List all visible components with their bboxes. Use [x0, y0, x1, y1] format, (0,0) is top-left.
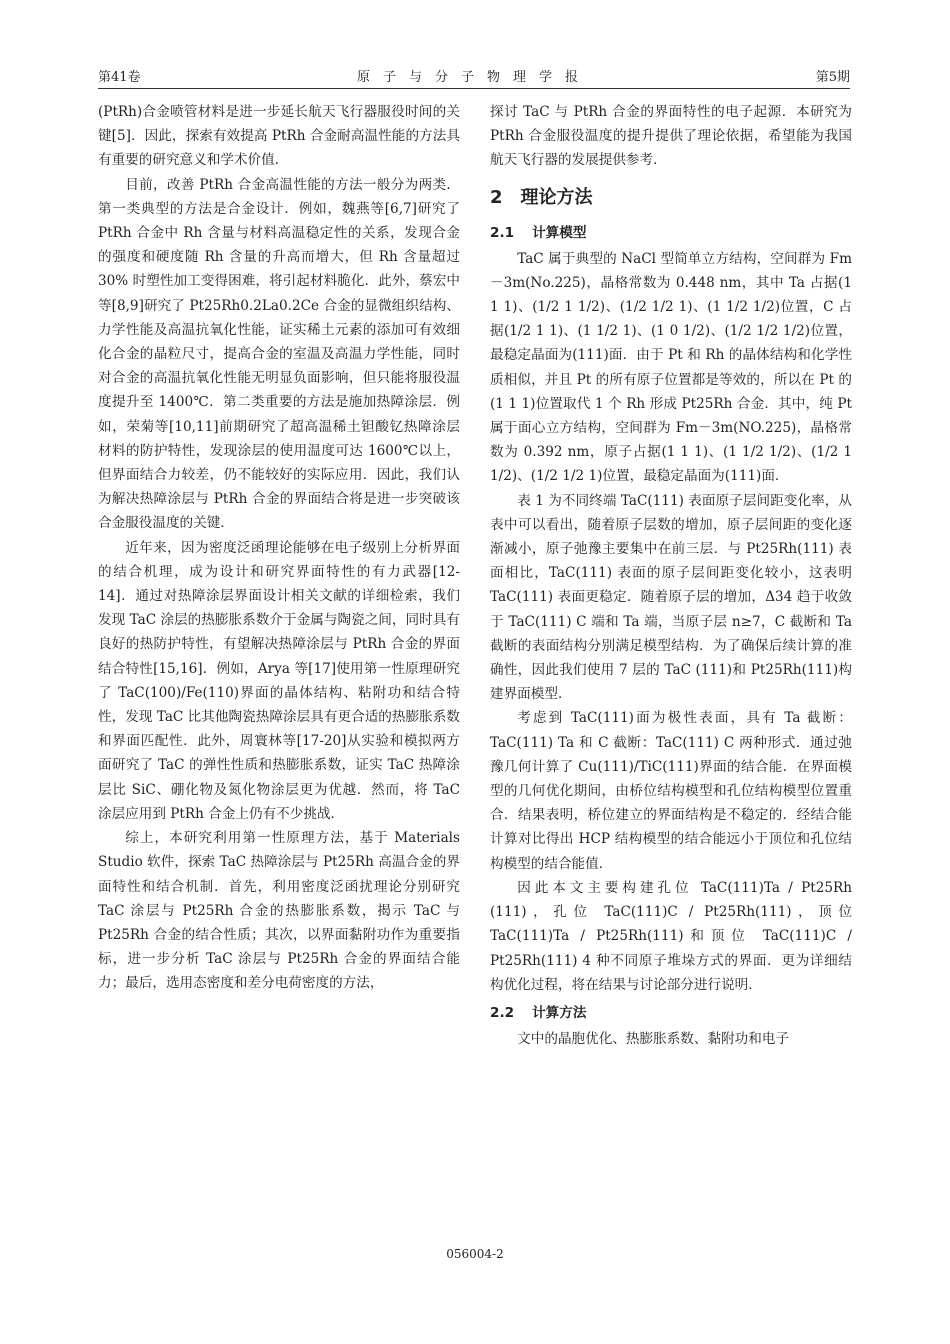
left-column — [98, 100, 460, 996]
paragraph: 因此本文主要构建孔位 TaC(111)Ta / Pt25Rh (111)，孔位 TaC(111)C / Pt25Rh(111)，顶位 TaC(111)Ta / Pt25Rh(111)和顶位 TaC(111)C / Pt25Rh(111) 4 种不同原子堆垛方式的界面．更为详细结构优化过程，将在结果与讨论部分进行说明． — [490, 879, 852, 993]
paragraph: 考虑到 TaC(111)面为极性表面，具有 Ta 截断：TaC(111) Ta 和 C 截断：TaC(111) C 两种形式．通过弛豫几何计算了 Cu(111)/TiC(111)界面的结合能．在界面模型的几何优化期间，由桥位结构模型和孔位结构模型位置重合．结果表明，桥位建立的界面结构是不稳定的．经结合能计算对比得出 HCP 结构模型的结合能远小于顶位和孔位结构模型的结合能值． — [490, 710, 852, 872]
running-header — [98, 64, 850, 86]
paragraph: 探讨 TaC 与 PtRh 合金的界面特性的电子起源．本研究为 PtRh 合金服役温度的提升提供了理论依据，希望能为我国航天飞行器的发展提供参考． — [490, 104, 852, 169]
paragraph: (PtRh)合金喷管材料是进一步延长航天飞行器服役时间的关键[5]．因此，探索有效提高 PtRh 合金耐高温性能的方法具有重要的研究意义和学术价值． — [98, 104, 460, 169]
subsection-title: 计算方法 — [532, 1004, 587, 1021]
subsection-title: 计算模型 — [532, 224, 587, 241]
section-heading — [490, 185, 852, 211]
section-title: 理论方法 — [520, 186, 593, 208]
paragraph: 文中的晶胞优化、热膨胀系数、黏附功和电子 — [517, 1030, 790, 1047]
page-number: 056004-2 — [446, 1247, 504, 1261]
section-number: 2 — [490, 186, 503, 208]
paragraph: 目前，改善 PtRh 合金高温性能的方法一般分为两类．第一类典型的方法是合金设计．例如，魏燕等[6,7]研究了 PtRh 合金中 Rh 含量与材料高温稳定性的关系，发现合金的强度和硬度随 Rh 含量的升高而增大，但 Rh 含量超过 30% 时塑性加工变得困难，将引起材料脆化．此外，蔡宏中等[8,9]研究了 Pt25Rh0.2La0.2Ce 合金的显微组织结构、力学性能及高温抗氧化性能，证实稀土元素的添加可有效细化合金的晶粒尺寸，提高合金的室温及高温力学性能，同时对合金的高温抗氧化性能无明显负面影响，但只能将服役温度提升至 1400℃．第二类重要的方法是施加热障涂层．例如，荣菊等[10,11]前期研究了超高温稀土钽酸钇热障涂层材料的防护特性，发现涂层的使用温度可达 1600℃以上，但界面结合力较差，仍不能较好的实际应用．因此，我们认为解决热障涂层与 PtRh 合金的界面结合将是进一步突破该合金服役温度的关键． — [98, 176, 460, 532]
header-rule — [98, 88, 850, 89]
right-column — [490, 100, 852, 1051]
volume-label: 第41卷 — [98, 70, 141, 85]
paragraph: 表 1 为不同终端 TaC(111) 表面原子层间距变化率，从表中可以看出，随着原子层数的增加，原子层间距的变化逐渐减小，原子弛豫主要集中在前三层．与 Pt25Rh(111) 表面相比，TaC(111) 表面的原子层间距变化较小，这表明 TaC(111) 表面更稳定．随着原子层的增加，Δ34 趋于收敛于 TaC(111) C 端和 Ta 端，当原子层 n≥7，C 截断和 Ta 截断的表面结构分别满足模型结构．为了确保后续计算的准确性，因此我们使用 7 层的 TaC (111)和 Pt25Rh(111)构建界面模型． — [490, 492, 852, 703]
paragraph: 综上，本研究利用第一性原理方法，基于 Materials Studio 软件，探索 TaC 热障涂层与 Pt25Rh 高温合金的界面特性和结合机制．首先，利用密度泛函扰理论分别研究 TaC 涂层与 Pt25Rh 合金的热膨胀系数，揭示 TaC 与 Pt25Rh 合金的结合性质；其次，以界面黏附功作为重要指标，进一步分析 TaC 涂层与 Pt25Rh 合金的界面结合能力；最后，选用态密度和差分电荷密度的方法， — [98, 830, 460, 992]
subsection-heading — [490, 1001, 852, 1025]
subsection-heading — [490, 221, 852, 245]
issue-label: 第5期 — [815, 70, 850, 85]
paragraph: 近年来，因为密度泛函理论能够在电子级别上分析界面的结合机理，成为设计和研究界面特性的有力武器[12-14]．通过对热障涂层界面设计相关文献的详细检索，我们发现 TaC 涂层的热膨胀系数介于金属与陶瓷之间，同时具有良好的热防护特性，有望解决热障涂层与 PtRh 合金的界面结合特性[15,16]．例如，Arya 等[17]使用第一性原理研究了 TaC(100)/Fe(110)界面的晶体结构、粘附功和结合特性，发现 TaC 比其他陶瓷热障涂层具有更合适的热膨胀系数和界面匹配性．此外，周寰林等[17-20]从实验和模拟两方面研究了 TaC 的弹性性质和热膨胀系数，证实 TaC 热障涂层比 SiC、硼化物及氮化物涂层更为优越．然而，将 TaC 涂层应用到 PtRh 合金上仍有不少挑战． — [98, 539, 460, 822]
subsection-number: 2.1 — [490, 224, 515, 241]
paragraph: TaC 属于典型的 NaCl 型简单立方结构，空间群为 Fm－3m(No.225)，晶格常数为 0.448 nm，其中 Ta 占据(1 1 1)、(1/2 1 1/2)、(1/2 1/2 1)、(1 1/2 1/2)位置，C 占据(1/2 1 1)、(1 1/2 1)、(1 0 1/2)、(1/2 1/2 1/2)位置，最稳定晶面为(111)面．由于 Pt 和 Rh 的晶体结构和化学性质相似，并且 Pt 的所有原子位置都是等效的，所以在 Pt 的(1 1 1)位置取代 1 个 Rh 形成 Pt25Rh 合金．其中，纯 Pt 属于面心立方结构，空间群为 Fm－3m(NO.225)，晶格常数为 0.392 nm，原子占据(1 1 1)、(1 1/2 1/2)、(1/2 1 1/2)、(1/2 1/2 1)位置，最稳定晶面为(111)面． — [490, 250, 852, 485]
journal-title: 原子与分子物理学报 — [356, 70, 591, 85]
subsection-number: 2.2 — [490, 1004, 515, 1021]
